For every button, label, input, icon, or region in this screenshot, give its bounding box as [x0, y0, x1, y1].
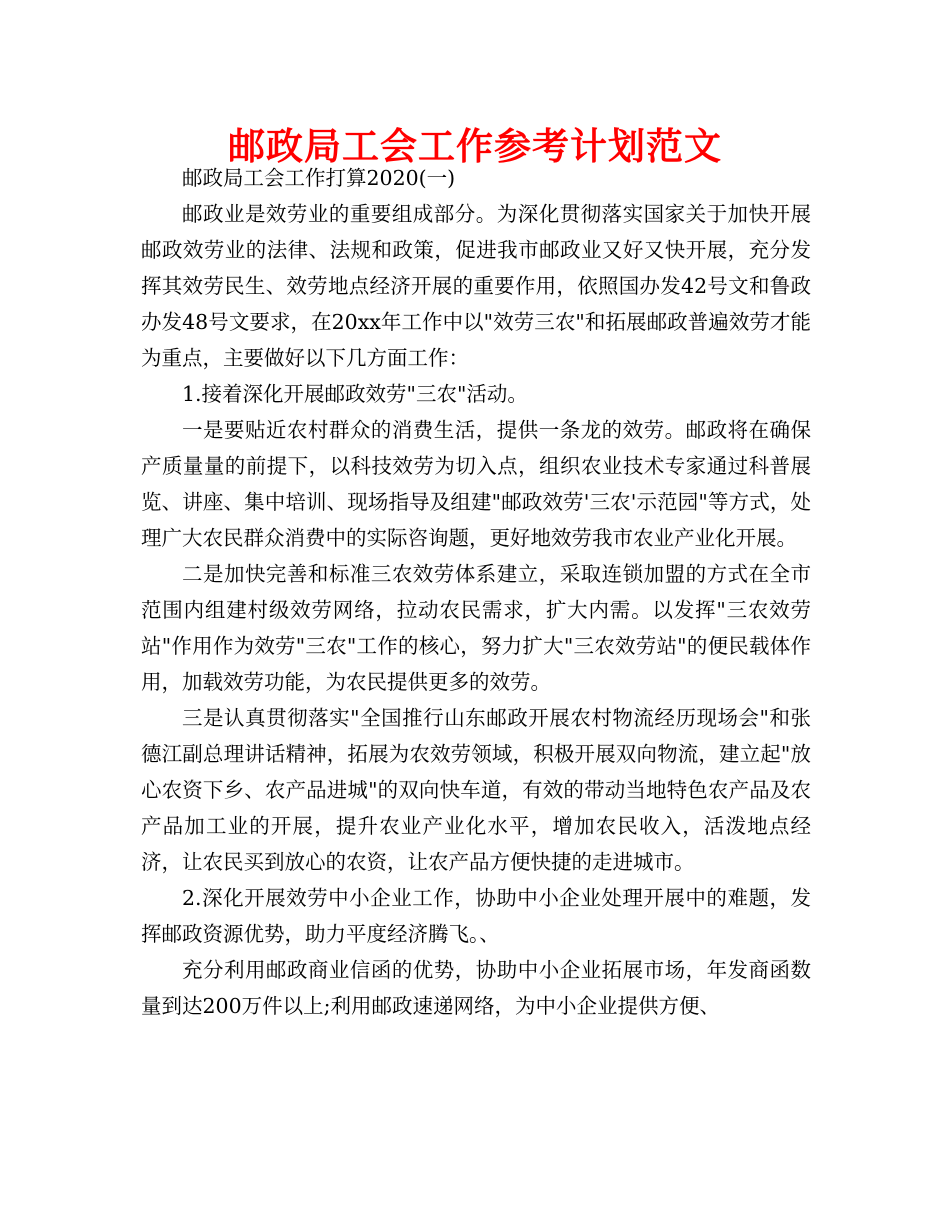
document-title: 邮政局工会工作参考计划范文 — [228, 124, 722, 168]
paragraph: 邮政业是效劳业的重要组成部分。为深化贯彻落实国家关于加快开展邮政效劳业的法律、法规和政策，促进我市邮政业又好又快开展，充分发挥其效劳民生、效劳地点经济开展的重要作用，依照国办发42号文和鲁政办发48号文要求，在20xx年工作中以"效劳三农"和拓展邮政普遍效劳才能为重点，主要做好以下几方面工作： — [141, 202, 811, 370]
paragraph: 一是要贴近农村群众的消费生活，提供一条龙的效劳。邮政将在确保产质量量的前提下，以科技效劳为切入点，组织农业技术专家通过科普展览、讲座、集中培训、现场指导及组建"邮政效劳'三农'示范园"等方式，处理广大农民群众消费中的实际咨询题，更好地效劳我市农业产业化开展。 — [141, 418, 811, 550]
paragraph: 三是认真贯彻落实"全国推行山东邮政开展农村物流经历现场会"和张德江副总理讲话精神，拓展为农效劳领域，积极开展双向物流，建立起"放心农资下乡、农产品进城"的双向快车道，有效的带动当地特色农产品及农产品加工业的开展，提升农业产业化水平，增加农民收入，活泼地点经济，让农民买到放心的农资，让农产品方便快捷的走进城市。 — [141, 706, 811, 874]
paragraph-heading-1: 1.接着深化开展邮政效劳"三农"活动。 — [182, 382, 528, 406]
paragraph: 二是加快完善和标准三农效劳体系建立，采取连锁加盟的方式在全市范围内组建村级效劳网络，拉动农民需求，扩大内需。以发挥"三农效劳站"作用作为效劳"三农"工作的核心，努力扩大"三农效劳站"的便民载体作用，加载效劳功能，为农民提供更多的效劳。 — [141, 562, 811, 694]
paragraph: 充分利用邮政商业信函的优势，协助中小企业拓展市场，年发商函数量到达200万件以上;利用邮政速递网络，为中小企业提供方便、 — [141, 958, 811, 1018]
paragraph-subtitle: 邮政局工会工作打算2020(一) — [182, 166, 456, 190]
paragraph-heading-2: 2.深化开展效劳中小企业工作，协助中小企业处理开展中的难题，发挥邮政资源优势，助力平度经济腾飞。、 — [141, 886, 811, 946]
document-body — [141, 160, 811, 1024]
